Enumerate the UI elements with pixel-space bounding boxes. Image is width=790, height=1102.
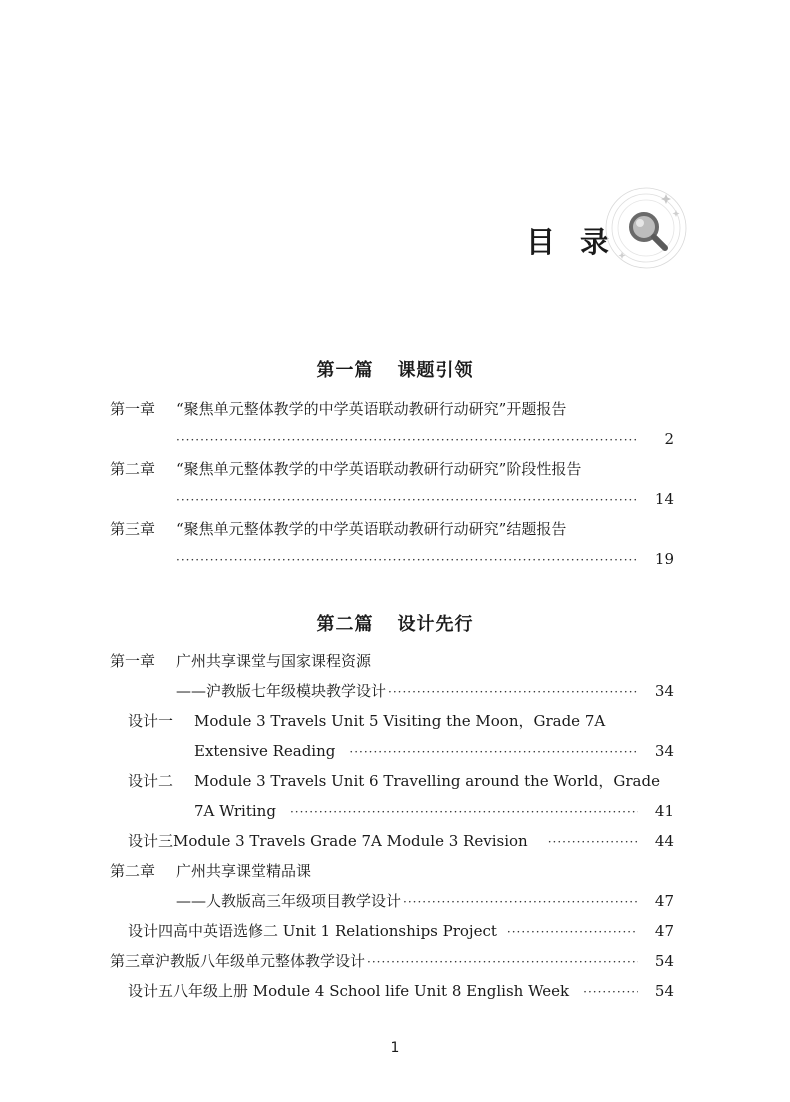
- toc-design-3[interactable]: [128, 830, 674, 852]
- dot-leader: [176, 549, 638, 571]
- toc-subtitle-part2-ch2[interactable]: [176, 890, 674, 912]
- design-label: 设计五: [128, 982, 174, 1000]
- toc-leader-part1-ch2: [176, 488, 674, 510]
- dot-leader: [176, 489, 638, 511]
- chapter-label: 第二章: [110, 460, 156, 478]
- page-ref: 19: [654, 550, 674, 568]
- entry-subtitle: ——人教版高三年级项目教学设计: [176, 892, 402, 910]
- chapter-label: 第二章: [110, 862, 156, 880]
- dot-leader: [290, 801, 638, 823]
- entry-subtitle: ——沪教版七年级模块教学设计: [176, 682, 387, 700]
- page-ref: 54: [654, 952, 674, 970]
- dot-leader: [583, 981, 638, 1003]
- toc-entry-part1-ch1[interactable]: [110, 398, 670, 420]
- entry-title: “聚焦单元整体教学的中学英语联动教研行动研究”开题报告: [176, 400, 567, 418]
- page-ref: 44: [654, 832, 674, 850]
- page-ref: 47: [654, 892, 674, 910]
- part-2-heading: [0, 610, 790, 636]
- toc-design-2-cont: [194, 800, 674, 822]
- page-ref: 34: [654, 682, 674, 700]
- toc-design-4[interactable]: [128, 920, 674, 942]
- part-1-title: 课题引领: [397, 360, 474, 381]
- magnifier-icon: [604, 186, 688, 270]
- chapter-label: 第三章: [110, 952, 156, 970]
- toc-entry-part1-ch2[interactable]: [110, 458, 670, 480]
- page-title-char-2: 录: [580, 225, 611, 259]
- design-title: Module 3 Travels Unit 5 Visiting the Moon，Grade 7A: [194, 712, 606, 730]
- page-ref: 2: [664, 430, 674, 448]
- part-1-label: 第一篇: [316, 360, 374, 381]
- dot-leader: [403, 891, 638, 913]
- part-2-title: 设计先行: [397, 614, 474, 635]
- design-title-cont: 7A Writing: [194, 802, 276, 820]
- dot-leader: [507, 921, 638, 943]
- chapter-label: 第三章: [110, 520, 156, 538]
- page-number: 1: [390, 1040, 400, 1056]
- design-title: Module 3 Travels Grade 7A Module 3 Revision: [173, 832, 528, 850]
- page-ref: 54: [654, 982, 674, 1000]
- chapter-label: 第一章: [110, 652, 156, 670]
- design-label: 设计四: [128, 922, 174, 940]
- entry-title: 沪教版八年级单元整体教学设计: [155, 952, 366, 970]
- toc-design-1[interactable]: [128, 710, 674, 732]
- page-ref: 14: [654, 490, 674, 508]
- toc-entry-part2-ch3[interactable]: [110, 950, 674, 972]
- dot-leader: [388, 681, 638, 703]
- toc-design-1-cont: [194, 740, 674, 762]
- dot-leader: [548, 831, 638, 853]
- design-title: 八年级上册 Module 4 School life Unit 8 English Week: [173, 982, 570, 1000]
- toc-design-2[interactable]: [128, 770, 674, 792]
- chapter-label: 第一章: [110, 400, 156, 418]
- design-label: 设计三: [128, 832, 174, 850]
- page-ref: 34: [654, 742, 674, 760]
- toc-subtitle-part2-ch1[interactable]: [176, 680, 674, 702]
- design-label: 设计一: [128, 712, 174, 730]
- design-title: 高中英语选修二 Unit 1 Relationships Project: [173, 922, 497, 940]
- toc-entry-part2-ch1[interactable]: [110, 650, 670, 672]
- toc-design-5[interactable]: [128, 980, 674, 1002]
- design-title: Module 3 Travels Unit 6 Travelling around the World，Grade: [194, 772, 660, 790]
- dot-leader: [367, 951, 638, 973]
- toc-entry-part2-ch2[interactable]: [110, 860, 670, 882]
- entry-title: 广州共享课堂与国家课程资源: [176, 652, 372, 670]
- part-1-heading: [0, 356, 790, 382]
- toc-leader-part1-ch3: [176, 548, 674, 570]
- part-2-label: 第二篇: [316, 614, 374, 635]
- design-label: 设计二: [128, 772, 174, 790]
- entry-title: “聚焦单元整体教学的中学英语联动教研行动研究”结题报告: [176, 520, 567, 538]
- toc-entry-part1-ch3[interactable]: [110, 518, 670, 540]
- page-ref: 47: [654, 922, 674, 940]
- design-title-cont: Extensive Reading: [194, 742, 336, 760]
- entry-title: “聚焦单元整体教学的中学英语联动教研行动研究”阶段性报告: [176, 460, 582, 478]
- entry-title: 广州共享课堂精品课: [176, 862, 312, 880]
- page-title-char-1: 目: [526, 225, 557, 259]
- dot-leader: [349, 741, 638, 763]
- dot-leader: [176, 429, 638, 451]
- toc-leader-part1-ch1: [176, 428, 674, 450]
- page-ref: 41: [654, 802, 674, 820]
